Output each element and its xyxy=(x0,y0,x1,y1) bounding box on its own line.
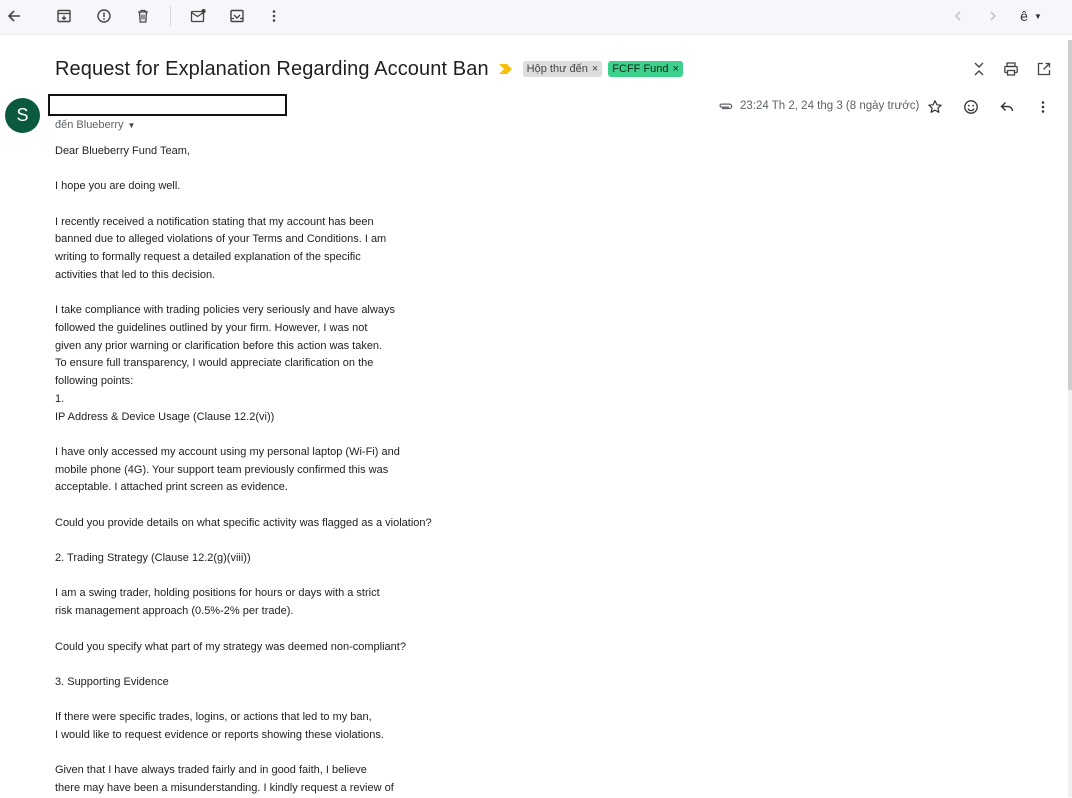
star-icon[interactable] xyxy=(924,96,946,118)
body-blank-line xyxy=(55,196,615,214)
emoji-reaction-icon[interactable] xyxy=(960,96,982,118)
scrollbar-thumb[interactable] xyxy=(1068,40,1072,390)
message-more-icon[interactable] xyxy=(1032,96,1054,118)
body-blank-line xyxy=(55,161,615,179)
expand-all-icon[interactable] xyxy=(968,58,990,80)
body-line: To ensure full transparency, I would appreciate clarification on the xyxy=(55,357,374,370)
reply-icon[interactable] xyxy=(996,96,1018,118)
body-line: I recently received a notification stating that my account has been xyxy=(55,215,374,228)
label-chip-inbox xyxy=(523,61,603,77)
message-timestamp: 23:24 Th 2, 24 thg 3 (8 ngày trước) xyxy=(740,100,920,112)
body-line: followed the guidelines outlined by your firm. However, I was not xyxy=(55,321,368,334)
input-tools-icon[interactable]: ê ▼ xyxy=(1020,8,1042,24)
report-spam-icon[interactable] xyxy=(92,5,116,27)
print-icon[interactable] xyxy=(1000,58,1022,80)
recipients-dropdown[interactable] xyxy=(55,119,135,131)
body-line: Could you provide details on what specific activity was flagged as a violation? xyxy=(55,516,432,529)
more-options-icon[interactable] xyxy=(262,5,286,27)
body-line: 1. xyxy=(55,392,65,405)
body-line: I hope you are doing well. xyxy=(55,180,181,193)
body-line: activities that led to this decision. xyxy=(55,268,216,281)
body-line: 2. Trading Strategy (Clause 12.2(g)(viii)) xyxy=(55,552,251,565)
label-fcff-text: FCFF Fund xyxy=(612,63,669,75)
body-blank-line xyxy=(55,745,615,763)
email-subject: Request for Explanation Regarding Account Ban xyxy=(55,57,489,80)
body-line: IP Address & Device Usage (Clause 12.2(vi)) xyxy=(55,410,275,423)
body-blank-line xyxy=(55,656,615,674)
body-blank-line xyxy=(55,426,615,444)
body-line: writing to formally request a detailed explanation of the specific xyxy=(55,251,361,264)
recipients-text: đến Blueberry xyxy=(55,119,124,131)
toolbar-divider xyxy=(170,6,171,26)
body-line: I would like to request evidence or reports showing these violations. xyxy=(55,729,384,742)
chevron-right-icon[interactable] xyxy=(981,5,1005,27)
sender-avatar[interactable]: S xyxy=(5,98,40,133)
chevron-down-icon: ▼ xyxy=(127,120,136,130)
sender-name-redacted xyxy=(48,94,287,116)
body-line: 3. Supporting Evidence xyxy=(55,675,169,688)
label-inbox-text: Hộp thư đến xyxy=(526,63,588,75)
label-chip-fcff xyxy=(608,61,683,77)
body-blank-line xyxy=(55,285,615,303)
body-blank-line xyxy=(55,568,615,586)
body-line: given any prior warning or clarification before this action was taken. xyxy=(55,339,383,352)
remove-label-inbox-button[interactable]: × xyxy=(591,63,599,75)
body-blank-line xyxy=(55,497,615,515)
body-line: following points: xyxy=(55,375,134,388)
toolbar xyxy=(0,0,1072,35)
back-arrow-icon[interactable] xyxy=(2,5,26,27)
mark-unread-icon[interactable] xyxy=(186,5,210,27)
body-line: If there were specific trades, logins, or actions that led to my ban, xyxy=(55,711,372,724)
delete-trash-icon[interactable] xyxy=(131,5,155,27)
body-line: mobile phone (4G). Your support team previously confirmed this was xyxy=(55,463,389,476)
important-marker-icon[interactable] xyxy=(499,64,513,74)
archive-icon[interactable] xyxy=(52,5,76,27)
chevron-left-icon[interactable] xyxy=(946,5,970,27)
body-line: acceptable. I attached print screen as evidence. xyxy=(55,481,288,494)
remove-label-fcff-button[interactable]: × xyxy=(672,63,679,75)
body-blank-line xyxy=(55,621,615,639)
body-line: Dear Blueberry Fund Team, xyxy=(55,145,190,157)
body-line: there may have been a misunderstanding. I kindly request a review of xyxy=(55,782,394,795)
subject-row xyxy=(55,54,683,84)
body-line: Could you specify what part of my strategy was deemed non-compliant? xyxy=(55,640,406,653)
body-line: I am a swing trader, holding positions for hours or days with a strict xyxy=(55,587,380,600)
move-to-icon[interactable] xyxy=(225,5,249,27)
body-line: I take compliance with trading policies very seriously and have always xyxy=(55,304,395,317)
body-blank-line xyxy=(55,692,615,710)
paperclip-icon xyxy=(718,99,734,115)
body-line: banned due to alleged violations of your Terms and Conditions. I am xyxy=(55,233,387,246)
open-in-new-window-icon[interactable] xyxy=(1033,58,1055,80)
email-body xyxy=(55,143,615,798)
body-blank-line xyxy=(55,532,615,550)
body-line: Given that I have always traded fairly and in good faith, I believe xyxy=(55,764,367,777)
body-line: I have only accessed my account using my personal laptop (Wi-Fi) and xyxy=(55,445,400,458)
body-line: risk management approach (0.5%-2% per trade). xyxy=(55,605,294,618)
input-tools-glyph: ê xyxy=(1020,8,1028,24)
